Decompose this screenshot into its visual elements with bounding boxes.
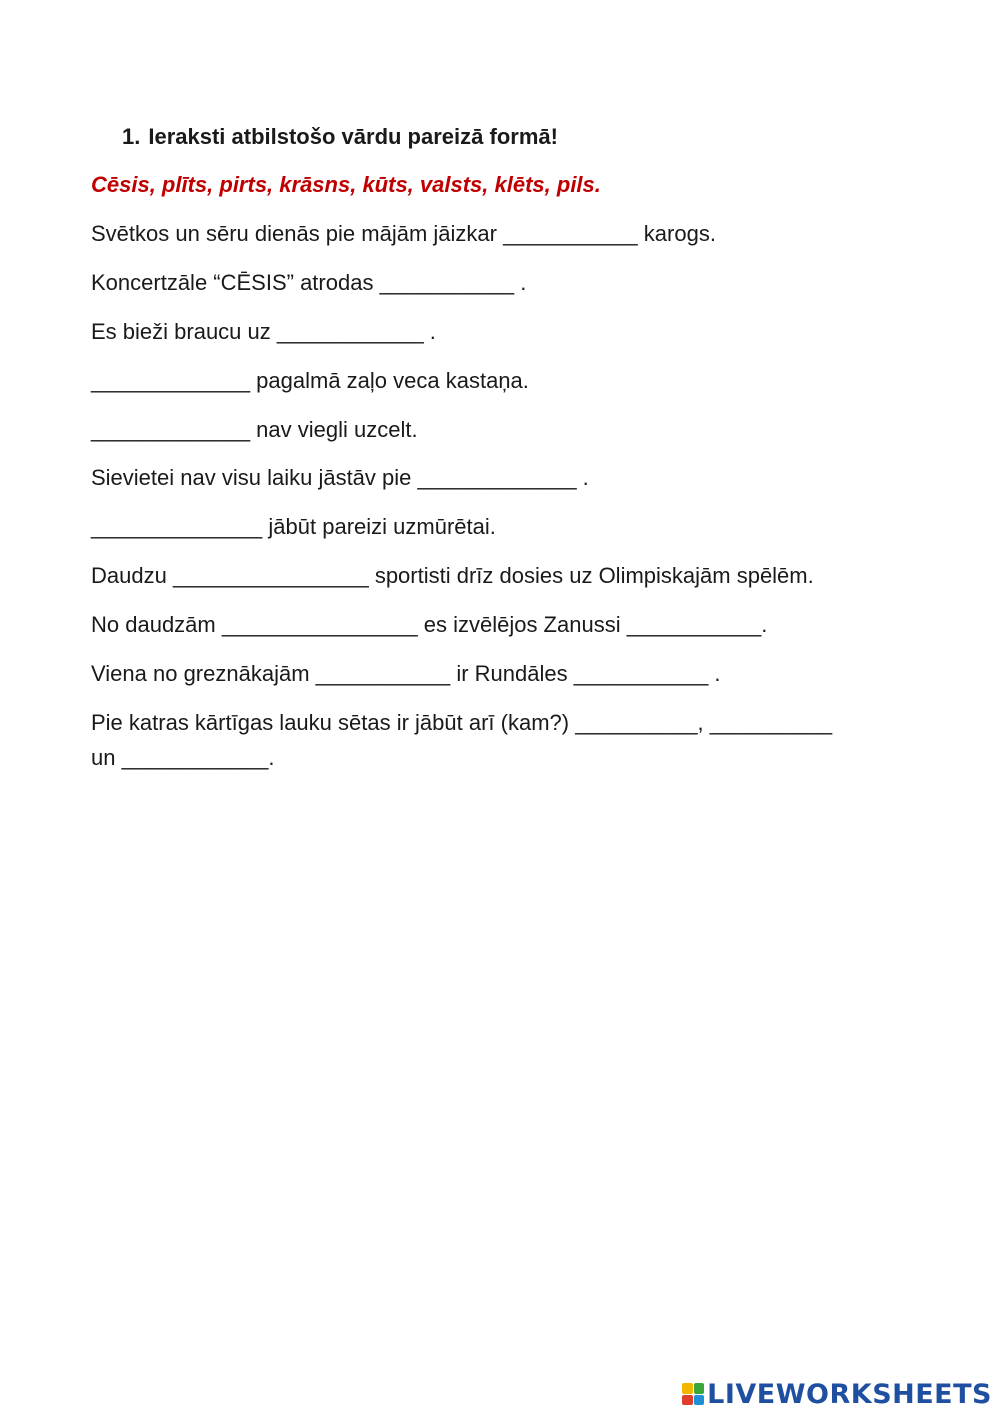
brand-name: LIVEWORKSHEETS	[707, 1378, 992, 1410]
sentence-10[interactable]: Viena no greznākajām ___________ ir Rundāles ___________ .	[91, 661, 721, 686]
exercise-number: 1.	[122, 124, 141, 149]
sentence-9[interactable]: No daudzām ________________ es izvēlējos Zanussi ___________.	[91, 612, 768, 637]
sentence-4[interactable]: _____________ pagalmā zaļo veca kastaņa.	[91, 368, 529, 393]
word-bank: Cēsis, plīts, pirts, krāsns, kūts, valsts, klēts, pils.	[91, 172, 601, 197]
sentence-6[interactable]: Sievietei nav visu laiku jāstāv pie _____________ .	[91, 465, 589, 490]
sentence-3[interactable]: Es bieži braucu uz ____________ .	[91, 319, 436, 344]
liveworksheets-logo	[682, 1379, 992, 1409]
sentence-8[interactable]: Daudzu ________________ sportisti drīz dosies uz Olimpiskajām spēlēm.	[91, 563, 814, 588]
exercise-title: Ieraksti atbilstošo vārdu pareizā formā!	[148, 124, 558, 149]
exercise-heading	[122, 124, 558, 150]
sentence-11-line-1[interactable]: Pie katras kārtīgas lauku sētas ir jābūt arī (kam?) __________, __________	[91, 710, 833, 735]
sentence-7[interactable]: ______________ jābūt pareizi uzmūrētai.	[91, 514, 496, 539]
sentence-1[interactable]: Svētkos un sēru dienās pie mājām jāizkar ___________ karogs.	[91, 221, 716, 246]
sentence-2[interactable]: Koncertzāle “CĒSIS” atrodas ___________ .	[91, 270, 527, 295]
liveworksheets-logo-icon	[682, 1383, 704, 1405]
sentence-5[interactable]: _____________ nav viegli uzcelt.	[91, 417, 418, 442]
sentence-11-line-2[interactable]: un ____________.	[91, 745, 275, 770]
